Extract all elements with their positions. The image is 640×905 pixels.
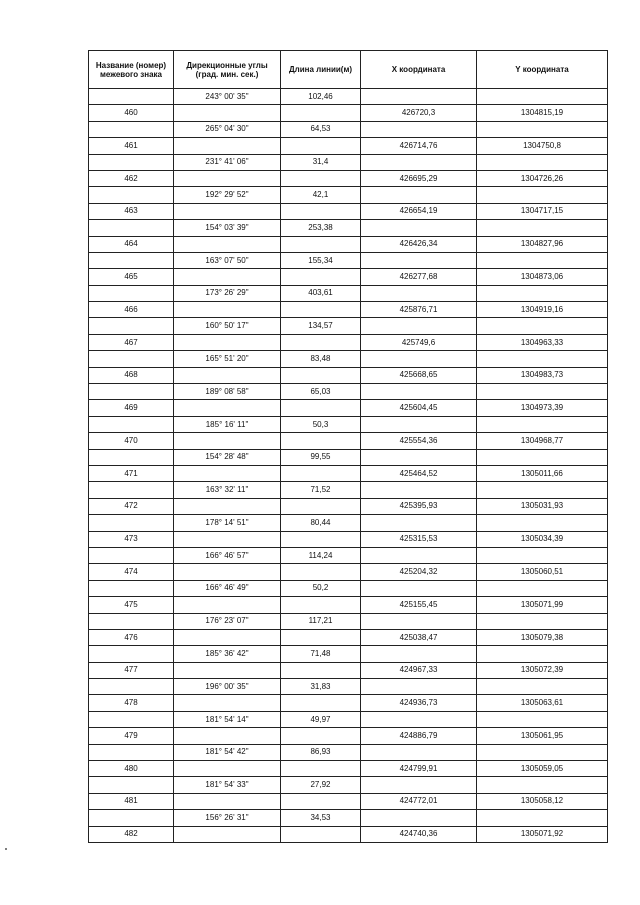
y-cell-empty [477, 121, 608, 137]
length-cell: 34,53 [281, 810, 361, 826]
x-cell-empty [361, 515, 477, 531]
x-cell-empty [361, 679, 477, 695]
name-cell-empty [89, 351, 174, 367]
point-name-cell: 482 [89, 826, 174, 842]
bearing-cell: 231° 41' 06" [174, 154, 281, 170]
point-row [89, 269, 608, 285]
length-cell-empty [281, 269, 361, 285]
length-cell-empty [281, 662, 361, 678]
x-cell-empty [361, 351, 477, 367]
point-row [89, 138, 608, 154]
name-cell-empty [89, 613, 174, 629]
x-coordinate-cell: 425604,45 [361, 400, 477, 416]
name-cell-empty [89, 89, 174, 105]
length-cell: 71,52 [281, 482, 361, 498]
x-cell-empty [361, 121, 477, 137]
point-name-cell: 471 [89, 465, 174, 481]
bearing-cell-empty [174, 334, 281, 350]
bearing-cell: 181° 54' 33" [174, 777, 281, 793]
point-row [89, 433, 608, 449]
y-cell-empty [477, 777, 608, 793]
y-cell-empty [477, 351, 608, 367]
bearing-cell-empty [174, 138, 281, 154]
segment-row [89, 285, 608, 301]
point-row [89, 728, 608, 744]
point-name-cell: 475 [89, 597, 174, 613]
y-cell-empty [477, 187, 608, 203]
name-cell-empty [89, 449, 174, 465]
x-coordinate-cell: 424886,79 [361, 728, 477, 744]
name-cell-empty [89, 646, 174, 662]
point-row [89, 203, 608, 219]
name-cell-empty [89, 515, 174, 531]
y-cell-empty [477, 482, 608, 498]
point-row [89, 761, 608, 777]
length-cell: 27,92 [281, 777, 361, 793]
length-cell-empty [281, 564, 361, 580]
length-cell: 403,61 [281, 285, 361, 301]
length-cell-empty [281, 138, 361, 154]
length-cell: 65,03 [281, 384, 361, 400]
point-name-cell: 460 [89, 105, 174, 121]
length-cell: 86,93 [281, 744, 361, 760]
x-coordinate-cell: 425315,53 [361, 531, 477, 547]
length-cell-empty [281, 629, 361, 645]
point-row [89, 662, 608, 678]
point-row [89, 597, 608, 613]
bearing-cell-empty [174, 793, 281, 809]
x-cell-empty [361, 89, 477, 105]
y-cell-empty [477, 547, 608, 563]
length-cell: 102,46 [281, 89, 361, 105]
y-coordinate-cell: 1304873,06 [477, 269, 608, 285]
bearing-cell: 185° 36' 42" [174, 646, 281, 662]
bearing-cell: 154° 28' 48" [174, 449, 281, 465]
segment-row [89, 679, 608, 695]
length-cell-empty [281, 302, 361, 318]
y-cell-empty [477, 252, 608, 268]
bearing-cell-empty [174, 629, 281, 645]
length-cell: 64,53 [281, 121, 361, 137]
y-coordinate-cell: 1304726,26 [477, 170, 608, 186]
x-coordinate-cell: 426695,29 [361, 170, 477, 186]
point-name-cell: 470 [89, 433, 174, 449]
length-cell-empty [281, 236, 361, 252]
name-cell-empty [89, 121, 174, 137]
segment-row [89, 154, 608, 170]
header-row [89, 51, 608, 89]
header-x: X координата [361, 51, 477, 89]
point-name-cell: 480 [89, 761, 174, 777]
length-cell-empty [281, 465, 361, 481]
bearing-cell: 166° 46' 49" [174, 580, 281, 596]
length-cell: 42,1 [281, 187, 361, 203]
segment-row [89, 810, 608, 826]
y-cell-empty [477, 711, 608, 727]
bearing-cell-empty [174, 105, 281, 121]
length-cell: 99,55 [281, 449, 361, 465]
scan-speck [5, 848, 7, 850]
bearing-cell: 154° 03' 39" [174, 220, 281, 236]
point-name-cell: 462 [89, 170, 174, 186]
length-cell: 31,4 [281, 154, 361, 170]
x-coordinate-cell: 424799,91 [361, 761, 477, 777]
length-cell-empty [281, 433, 361, 449]
x-coordinate-cell: 425395,93 [361, 498, 477, 514]
bearing-cell: 243° 00' 35" [174, 89, 281, 105]
y-cell-empty [477, 515, 608, 531]
length-cell-empty [281, 728, 361, 744]
length-cell: 155,34 [281, 252, 361, 268]
bearing-cell-empty [174, 531, 281, 547]
point-row [89, 170, 608, 186]
length-cell-empty [281, 334, 361, 350]
y-coordinate-cell: 1305071,99 [477, 597, 608, 613]
segment-row [89, 187, 608, 203]
x-coordinate-cell: 426654,19 [361, 203, 477, 219]
header-y: Y координата [477, 51, 608, 89]
x-coordinate-cell: 426277,68 [361, 269, 477, 285]
coordinates-table [88, 50, 608, 843]
bearing-cell: 163° 07' 50" [174, 252, 281, 268]
length-cell: 71,48 [281, 646, 361, 662]
x-cell-empty [361, 711, 477, 727]
y-cell-empty [477, 220, 608, 236]
bearing-cell: 181° 54' 42" [174, 744, 281, 760]
length-cell-empty [281, 105, 361, 121]
length-cell: 114,24 [281, 547, 361, 563]
length-cell: 83,48 [281, 351, 361, 367]
y-coordinate-cell: 1304750,8 [477, 138, 608, 154]
y-coordinate-cell: 1305079,38 [477, 629, 608, 645]
length-cell: 253,38 [281, 220, 361, 236]
bearing-cell: 265° 04' 30" [174, 121, 281, 137]
x-cell-empty [361, 285, 477, 301]
x-cell-empty [361, 252, 477, 268]
point-name-cell: 481 [89, 793, 174, 809]
point-row [89, 465, 608, 481]
x-coordinate-cell: 425668,65 [361, 367, 477, 383]
x-coordinate-cell: 424936,73 [361, 695, 477, 711]
bearing-cell: 181° 54' 14" [174, 711, 281, 727]
x-cell-empty [361, 187, 477, 203]
header-name: Название (номер) межевого знака [89, 51, 174, 89]
point-row [89, 302, 608, 318]
bearing-cell-empty [174, 662, 281, 678]
name-cell-empty [89, 580, 174, 596]
segment-row [89, 515, 608, 531]
bearing-cell: 166° 46' 57" [174, 547, 281, 563]
point-name-cell: 472 [89, 498, 174, 514]
x-coordinate-cell: 425155,45 [361, 597, 477, 613]
length-cell: 117,21 [281, 613, 361, 629]
y-coordinate-cell: 1305031,93 [477, 498, 608, 514]
x-coordinate-cell: 425554,36 [361, 433, 477, 449]
length-cell: 50,2 [281, 580, 361, 596]
name-cell-empty [89, 810, 174, 826]
name-cell-empty [89, 318, 174, 334]
bearing-cell-empty [174, 400, 281, 416]
bearing-cell: 196° 00' 35" [174, 679, 281, 695]
point-row [89, 826, 608, 842]
bearing-cell-empty [174, 236, 281, 252]
point-name-cell: 469 [89, 400, 174, 416]
header-length: Длина линии(м) [281, 51, 361, 89]
y-coordinate-cell: 1304968,77 [477, 433, 608, 449]
y-coordinate-cell: 1304983,73 [477, 367, 608, 383]
segment-row [89, 121, 608, 137]
y-coordinate-cell: 1304973,39 [477, 400, 608, 416]
y-cell-empty [477, 613, 608, 629]
x-cell-empty [361, 220, 477, 236]
segment-row [89, 220, 608, 236]
y-cell-empty [477, 646, 608, 662]
length-cell-empty [281, 531, 361, 547]
name-cell-empty [89, 187, 174, 203]
length-cell-empty [281, 793, 361, 809]
point-name-cell: 463 [89, 203, 174, 219]
name-cell-empty [89, 547, 174, 563]
point-row [89, 105, 608, 121]
y-coordinate-cell: 1305058,12 [477, 793, 608, 809]
bearing-cell: 163° 32' 11" [174, 482, 281, 498]
bearing-cell-empty [174, 465, 281, 481]
name-cell-empty [89, 679, 174, 695]
point-name-cell: 473 [89, 531, 174, 547]
length-cell-empty [281, 367, 361, 383]
x-coordinate-cell: 425876,71 [361, 302, 477, 318]
y-coordinate-cell: 1304815,19 [477, 105, 608, 121]
y-cell-empty [477, 744, 608, 760]
segment-row [89, 482, 608, 498]
y-cell-empty [477, 89, 608, 105]
y-cell-empty [477, 580, 608, 596]
bearing-cell: 160° 50' 17" [174, 318, 281, 334]
y-coordinate-cell: 1305059,05 [477, 761, 608, 777]
y-cell-empty [477, 154, 608, 170]
name-cell-empty [89, 416, 174, 432]
point-name-cell: 476 [89, 629, 174, 645]
point-row [89, 334, 608, 350]
x-coordinate-cell: 425749,6 [361, 334, 477, 350]
name-cell-empty [89, 482, 174, 498]
bearing-cell-empty [174, 761, 281, 777]
point-row [89, 564, 608, 580]
bearing-cell-empty [174, 203, 281, 219]
length-cell-empty [281, 826, 361, 842]
bearing-cell-empty [174, 367, 281, 383]
length-cell-empty [281, 498, 361, 514]
name-cell-empty [89, 252, 174, 268]
length-cell-empty [281, 761, 361, 777]
x-cell-empty [361, 482, 477, 498]
point-row [89, 793, 608, 809]
bearing-cell: 176° 23' 07" [174, 613, 281, 629]
y-coordinate-cell: 1305061,95 [477, 728, 608, 744]
x-cell-empty [361, 580, 477, 596]
length-cell: 31,83 [281, 679, 361, 695]
bearing-cell-empty [174, 170, 281, 186]
segment-row [89, 547, 608, 563]
x-cell-empty [361, 154, 477, 170]
length-cell-empty [281, 597, 361, 613]
x-coordinate-cell: 425038,47 [361, 629, 477, 645]
y-coordinate-cell: 1304963,33 [477, 334, 608, 350]
name-cell-empty [89, 744, 174, 760]
x-coordinate-cell: 424967,33 [361, 662, 477, 678]
x-cell-empty [361, 384, 477, 400]
bearing-cell: 156° 26' 31" [174, 810, 281, 826]
point-row [89, 695, 608, 711]
x-cell-empty [361, 613, 477, 629]
y-cell-empty [477, 679, 608, 695]
x-cell-empty [361, 547, 477, 563]
segment-row [89, 580, 608, 596]
point-name-cell: 461 [89, 138, 174, 154]
segment-row [89, 252, 608, 268]
bearing-cell-empty [174, 728, 281, 744]
y-cell-empty [477, 810, 608, 826]
point-name-cell: 465 [89, 269, 174, 285]
name-cell-empty [89, 777, 174, 793]
bearing-cell-empty [174, 433, 281, 449]
bearing-cell: 185° 16' 11" [174, 416, 281, 432]
bearing-cell-empty [174, 597, 281, 613]
x-cell-empty [361, 810, 477, 826]
length-cell-empty [281, 203, 361, 219]
x-coordinate-cell: 424772,01 [361, 793, 477, 809]
x-coordinate-cell: 424740,36 [361, 826, 477, 842]
x-cell-empty [361, 318, 477, 334]
y-coordinate-cell: 1305034,39 [477, 531, 608, 547]
y-cell-empty [477, 285, 608, 301]
segment-row [89, 777, 608, 793]
x-coordinate-cell: 425464,52 [361, 465, 477, 481]
y-coordinate-cell: 1304717,15 [477, 203, 608, 219]
segment-row [89, 449, 608, 465]
point-name-cell: 468 [89, 367, 174, 383]
segment-row [89, 351, 608, 367]
name-cell-empty [89, 384, 174, 400]
x-cell-empty [361, 449, 477, 465]
y-cell-empty [477, 384, 608, 400]
segment-row [89, 646, 608, 662]
point-row [89, 629, 608, 645]
point-name-cell: 478 [89, 695, 174, 711]
y-coordinate-cell: 1304827,96 [477, 236, 608, 252]
bearing-cell-empty [174, 302, 281, 318]
point-row [89, 367, 608, 383]
length-cell-empty [281, 400, 361, 416]
x-cell-empty [361, 777, 477, 793]
y-coordinate-cell: 1305063,61 [477, 695, 608, 711]
bearing-cell-empty [174, 564, 281, 580]
point-name-cell: 479 [89, 728, 174, 744]
length-cell: 134,57 [281, 318, 361, 334]
length-cell-empty [281, 170, 361, 186]
bearing-cell: 173° 26' 29" [174, 285, 281, 301]
bearing-cell: 189° 08' 58" [174, 384, 281, 400]
bearing-cell-empty [174, 826, 281, 842]
bearing-cell: 192° 29' 52" [174, 187, 281, 203]
point-row [89, 236, 608, 252]
segment-row [89, 744, 608, 760]
y-cell-empty [477, 416, 608, 432]
y-cell-empty [477, 449, 608, 465]
length-cell: 49,97 [281, 711, 361, 727]
y-coordinate-cell: 1305071,92 [477, 826, 608, 842]
segment-row [89, 711, 608, 727]
bearing-cell: 165° 51' 20" [174, 351, 281, 367]
bearing-cell-empty [174, 269, 281, 285]
x-cell-empty [361, 646, 477, 662]
segment-row [89, 613, 608, 629]
point-name-cell: 466 [89, 302, 174, 318]
length-cell-empty [281, 695, 361, 711]
bearing-cell: 178° 14' 51" [174, 515, 281, 531]
segment-row [89, 318, 608, 334]
name-cell-empty [89, 154, 174, 170]
y-coordinate-cell: 1305072,39 [477, 662, 608, 678]
point-row [89, 531, 608, 547]
length-cell: 50,3 [281, 416, 361, 432]
point-row [89, 498, 608, 514]
y-coordinate-cell: 1305011,66 [477, 465, 608, 481]
segment-row [89, 416, 608, 432]
point-name-cell: 467 [89, 334, 174, 350]
x-cell-empty [361, 416, 477, 432]
x-coordinate-cell: 426720,3 [361, 105, 477, 121]
x-coordinate-cell: 425204,32 [361, 564, 477, 580]
x-coordinate-cell: 426426,34 [361, 236, 477, 252]
y-coordinate-cell: 1305060,51 [477, 564, 608, 580]
bearing-cell-empty [174, 498, 281, 514]
segment-row [89, 384, 608, 400]
table-body [89, 89, 608, 843]
name-cell-empty [89, 220, 174, 236]
x-cell-empty [361, 744, 477, 760]
point-row [89, 400, 608, 416]
y-cell-empty [477, 318, 608, 334]
header-bearing: Дирекционные углы (град. мин. сек.) [174, 51, 281, 89]
point-name-cell: 474 [89, 564, 174, 580]
y-coordinate-cell: 1304919,16 [477, 302, 608, 318]
name-cell-empty [89, 711, 174, 727]
bearing-cell-empty [174, 695, 281, 711]
point-name-cell: 464 [89, 236, 174, 252]
point-name-cell: 477 [89, 662, 174, 678]
segment-row [89, 89, 608, 105]
length-cell: 80,44 [281, 515, 361, 531]
name-cell-empty [89, 285, 174, 301]
x-coordinate-cell: 426714,76 [361, 138, 477, 154]
